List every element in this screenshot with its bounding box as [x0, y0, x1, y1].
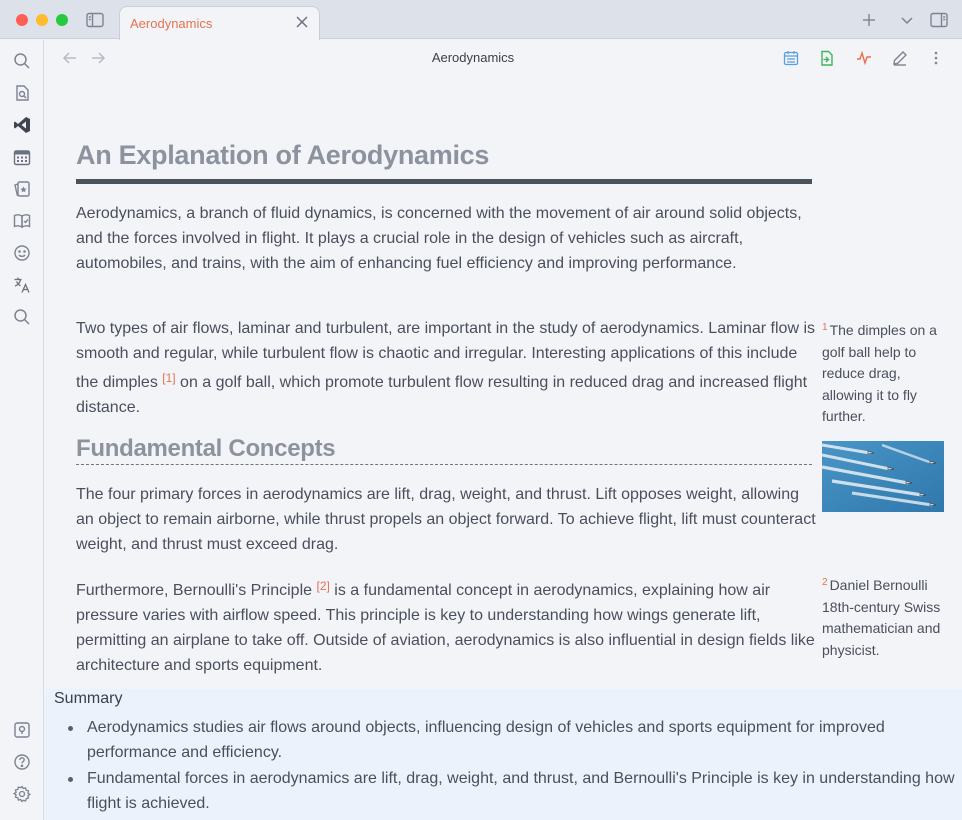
tab-label: Aerodynamics — [130, 16, 213, 31]
maximize-window-button[interactable] — [56, 14, 68, 26]
help-icon[interactable] — [12, 752, 32, 772]
heading-underline — [76, 179, 812, 184]
paragraph-text: Two types of air flows, laminar and turbulent, are important in the study of aerodynamics. Laminar flow is smooth and regular, while turbulent flow is chaotic and irregular. Interesting applications of this include the dimples — [76, 320, 816, 391]
paragraph-bernoulli — [76, 574, 816, 678]
close-icon[interactable] — [294, 14, 310, 30]
sidenote-text: The dimples on a golf ball help to reduce drag, allowing it to fly further. — [822, 322, 937, 424]
minimize-window-button[interactable] — [36, 14, 48, 26]
calendar-icon[interactable] — [12, 147, 32, 167]
right-sidebar-toggle-icon[interactable] — [929, 11, 949, 29]
book-check-icon[interactable] — [12, 211, 32, 231]
summary-panel — [45, 689, 962, 820]
footnote-ref-1[interactable]: [1] — [162, 371, 176, 385]
summary-list — [87, 715, 962, 817]
jets-image — [822, 441, 944, 512]
chevron-down-icon[interactable] — [898, 11, 916, 29]
cards-icon[interactable] — [12, 179, 32, 199]
paragraph-air-flows — [76, 316, 816, 420]
paragraph-text: on a golf ball, which promote turbulent flow resulting in reduced drag and increased flight distance. — [76, 374, 808, 416]
file-export-icon[interactable] — [818, 49, 836, 67]
calendar-icon[interactable] — [782, 49, 800, 67]
left-ribbon — [0, 40, 44, 820]
tab-aerodynamics[interactable] — [119, 6, 320, 40]
sidenote-2 — [822, 572, 952, 661]
sidenote-text: Daniel Bernoulli 18th-century Swiss mathematician and physicist. — [822, 577, 941, 658]
new-tab-icon[interactable] — [860, 11, 878, 29]
activity-icon[interactable] — [855, 49, 873, 67]
paragraph-text: is a fundamental concept in aerodynamics, explaining how air pressure varies with airflow speed. This principle is key to understanding how wings generate lift, permitting an airplane to take off. Outside of aviation, aerodynamics is also influential in design fields like architecture and sports equipment. — [76, 582, 815, 674]
sidenote-number: 2 — [822, 577, 828, 588]
close-window-button[interactable] — [16, 14, 28, 26]
paragraph-intro: Aerodynamics, a branch of fluid dynamics, is concerned with the movement of air around solid objects, and the forces involved in flight. It plays a crucial role in the design of vehicles such as aircraft, automobiles, and trains, with the aim of enhancing fuel efficiency and improving performance. — [76, 205, 802, 272]
vscode-icon[interactable] — [12, 115, 32, 135]
search-icon[interactable] — [12, 51, 32, 71]
view-header-title[interactable]: Aerodynamics — [431, 50, 515, 65]
summary-title: Summary — [54, 690, 123, 707]
heading-1: An Explanation of Aerodynamics — [76, 140, 490, 170]
settings-icon[interactable] — [12, 784, 32, 804]
vault-icon[interactable] — [12, 720, 32, 740]
search-alt-icon[interactable] — [12, 307, 32, 327]
file-search-icon[interactable] — [12, 83, 32, 103]
more-vertical-icon[interactable] — [927, 49, 945, 67]
sidenote-number: 1 — [822, 322, 828, 333]
edit-icon[interactable] — [891, 49, 909, 67]
translate-icon[interactable] — [12, 275, 32, 295]
title-bar — [0, 0, 962, 39]
heading-2: Fundamental Concepts — [76, 435, 336, 462]
paragraph-forces: The four primary forces in aerodynamics are lift, drag, weight, and thrust. Lift opposes weight, allowing an object to remain airborne, while thrust propels an object forward. To achieve flight, lift must counteract weight, and thrust must exceed drag. — [76, 486, 816, 553]
footnote-ref-2[interactable]: [2] — [316, 579, 330, 593]
smiley-icon[interactable] — [12, 243, 32, 263]
list-item: Aerodynamics studies air flows around objects, influencing design of vehicles and sports equipment for improved performance and efficiency. — [87, 715, 962, 765]
heading-divider — [76, 464, 812, 465]
paragraph-text: Furthermore, Bernoulli's Principle — [76, 582, 317, 599]
list-item: Fundamental forces in aerodynamics are lift, drag, weight, and thrust, and Bernoulli's Principle is key in understanding how flight is achieved. — [87, 766, 962, 816]
sidebar-toggle-icon[interactable] — [86, 11, 104, 29]
sidenote-1 — [822, 317, 952, 428]
